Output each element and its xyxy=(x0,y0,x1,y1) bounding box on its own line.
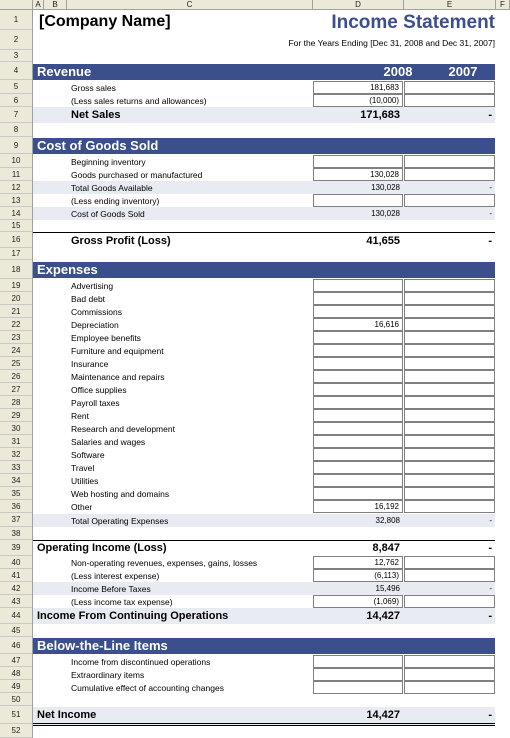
expense-2007-cell[interactable] xyxy=(404,279,495,292)
expense-2008-cell[interactable] xyxy=(313,370,403,383)
header-row xyxy=(33,12,510,32)
row-header-11[interactable]: 11 xyxy=(0,168,32,181)
expense-2007-cell[interactable] xyxy=(404,396,495,409)
before-tax-2008-value[interactable]: 15,496 xyxy=(375,584,400,593)
expense-2007-cell[interactable] xyxy=(404,383,495,396)
purchased-2007-cell[interactable] xyxy=(404,168,495,181)
expense-label: Utilities xyxy=(71,476,99,486)
row-header-42[interactable]: 42 xyxy=(0,582,32,595)
available-2008-value[interactable]: 130,028 xyxy=(371,183,400,192)
btl-2008-cell-1[interactable] xyxy=(313,655,403,668)
expense-2007-cell[interactable] xyxy=(404,500,495,513)
expense-row[interactable] xyxy=(33,487,510,500)
expense-2008-cell[interactable]: 16,616 xyxy=(313,318,403,331)
net-sales-row[interactable] xyxy=(33,107,510,123)
expense-label: Payroll taxes xyxy=(71,398,120,408)
expense-2008-cell[interactable] xyxy=(313,435,403,448)
expense-label: Advertising xyxy=(71,281,114,291)
before-tax-2007-value[interactable]: - xyxy=(489,584,492,593)
row-header-4[interactable]: 4 xyxy=(0,62,32,80)
row-header-49[interactable]: 49 xyxy=(0,680,32,693)
column-header-f[interactable]: F xyxy=(496,0,510,9)
purchased-row[interactable] xyxy=(33,168,510,181)
gross-profit-2008-value[interactable]: 41,655 xyxy=(366,235,400,247)
expense-row[interactable] xyxy=(33,409,510,422)
net-sales-2007-value[interactable]: - xyxy=(488,109,492,121)
expense-label: Employee benefits xyxy=(71,333,141,343)
total-expenses-2008-value[interactable]: 32,808 xyxy=(375,516,400,525)
column-header-e[interactable]: E xyxy=(404,0,496,9)
ending-inventory-2007-cell[interactable] xyxy=(404,194,495,207)
gross-profit-row[interactable] xyxy=(33,232,495,249)
btl-header: Below-the-Line Items xyxy=(37,638,168,653)
interest-2008-cell[interactable]: (6,113) xyxy=(313,569,403,582)
cogs-total-row[interactable] xyxy=(33,207,510,220)
net-sales-label: Net Sales xyxy=(71,109,121,121)
expense-2008-cell[interactable]: 16,192 xyxy=(313,500,403,513)
cogs-band xyxy=(33,138,495,154)
expense-2008-cell[interactable] xyxy=(313,474,403,487)
operating-income-2007-value[interactable]: - xyxy=(488,542,492,554)
btl-band xyxy=(33,638,495,654)
expense-label: Commissions xyxy=(71,307,123,317)
subtitle: For the Years Ending [Dec 31, 2008 and Dec 31, 2007] xyxy=(288,38,495,48)
gross-profit-label: Gross Profit (Loss) xyxy=(71,235,171,247)
expense-2007-cell[interactable] xyxy=(404,305,495,318)
expense-2007-cell[interactable] xyxy=(404,474,495,487)
ending-inventory-label: (Less ending inventory) xyxy=(71,196,160,206)
returns-row[interactable] xyxy=(33,94,510,107)
expense-2007-cell[interactable] xyxy=(404,409,495,422)
expense-2007-cell[interactable] xyxy=(404,422,495,435)
nonop-2008-cell[interactable]: 12,762 xyxy=(313,556,403,569)
row-header-8[interactable]: 8 xyxy=(0,123,32,137)
expense-2007-cell[interactable] xyxy=(404,370,495,383)
btl-2008-cell-2[interactable] xyxy=(313,668,403,681)
expense-2007-cell[interactable] xyxy=(404,292,495,305)
btl-2007-cell-3[interactable] xyxy=(404,681,495,694)
net-sales-2008-value[interactable]: 171,683 xyxy=(360,109,400,121)
expense-label: Software xyxy=(71,450,105,460)
row-header-21[interactable]: 21 xyxy=(0,305,32,318)
cogs-header: Cost of Goods Sold xyxy=(37,138,159,153)
row-header-20[interactable]: 20 xyxy=(0,292,32,305)
gross-sales-label: Gross sales xyxy=(71,83,116,93)
operating-income-2008-value[interactable]: 8,847 xyxy=(372,542,400,554)
row-header-47[interactable]: 47 xyxy=(0,654,32,667)
net-income-2008-value[interactable]: 14,427 xyxy=(366,709,400,721)
expense-2008-cell[interactable] xyxy=(313,344,403,357)
row-header-15[interactable]: 15 xyxy=(0,220,32,232)
btl-2007-cell-1[interactable] xyxy=(404,655,495,668)
cogs-header-row xyxy=(33,138,510,154)
row-header-36[interactable]: 36 xyxy=(0,500,32,513)
row-header-18[interactable]: 18 xyxy=(0,260,32,279)
expense-row[interactable] xyxy=(33,344,510,357)
cogs-total-2007-value[interactable]: - xyxy=(489,209,492,218)
gross-sales-2007-cell[interactable] xyxy=(404,81,495,94)
beginning-inventory-2008-cell[interactable] xyxy=(313,155,403,168)
expense-label: Maintenance and repairs xyxy=(71,372,165,382)
net-income-label: Net Income xyxy=(37,709,97,721)
btl-row-2[interactable] xyxy=(33,668,510,681)
row-header-24[interactable]: 24 xyxy=(0,344,32,357)
row-header-40[interactable]: 40 xyxy=(0,556,32,569)
beginning-inventory-2007-cell[interactable] xyxy=(404,155,495,168)
returns-label: (Less sales returns and allowances) xyxy=(71,96,207,106)
revenue-header: Revenue xyxy=(37,64,92,79)
nonop-2007-cell[interactable] xyxy=(404,556,495,569)
expense-row[interactable] xyxy=(33,318,510,331)
interest-row[interactable] xyxy=(33,569,510,582)
expense-label: Furniture and equipment xyxy=(71,346,164,356)
expense-2007-cell[interactable] xyxy=(404,461,495,474)
tax-2007-cell[interactable] xyxy=(404,595,495,608)
row-header-28[interactable]: 28 xyxy=(0,396,32,409)
expense-row[interactable] xyxy=(33,279,510,292)
expense-row[interactable] xyxy=(33,396,510,409)
row-header-17[interactable]: 17 xyxy=(0,248,32,260)
expense-2007-cell[interactable] xyxy=(404,487,495,500)
ending-inventory-2008-cell[interactable] xyxy=(313,194,403,207)
revenue-header-row xyxy=(33,64,510,80)
row-header-14[interactable]: 14 xyxy=(0,207,32,220)
expense-label: Rent xyxy=(71,411,89,421)
row-header-25[interactable]: 25 xyxy=(0,357,32,370)
column-header-b[interactable]: B xyxy=(44,0,67,9)
expense-row[interactable] xyxy=(33,448,510,461)
total-expenses-row[interactable] xyxy=(33,514,510,527)
expense-2008-cell[interactable] xyxy=(313,305,403,318)
row-header-26[interactable]: 26 xyxy=(0,370,32,383)
row-header-31[interactable]: 31 xyxy=(0,435,32,448)
expense-row[interactable] xyxy=(33,474,510,487)
cogs-total-2008-value[interactable]: 130,028 xyxy=(371,209,400,218)
expense-2008-cell[interactable] xyxy=(313,357,403,370)
available-2007-value[interactable]: - xyxy=(489,183,492,192)
row-header-3[interactable]: 3 xyxy=(0,50,32,62)
expense-2008-cell[interactable] xyxy=(313,461,403,474)
before-tax-row[interactable] xyxy=(33,582,510,595)
row-header-22[interactable]: 22 xyxy=(0,318,32,331)
nonop-row[interactable] xyxy=(33,556,510,569)
row-header-38[interactable]: 38 xyxy=(0,527,32,540)
continuing-2007-value[interactable]: - xyxy=(488,610,492,622)
row-header-48[interactable]: 48 xyxy=(0,667,32,680)
row-header-27[interactable]: 27 xyxy=(0,383,32,396)
page-title: Income Statement xyxy=(331,12,495,33)
tax-row[interactable] xyxy=(33,595,510,608)
row-header-29[interactable]: 29 xyxy=(0,409,32,422)
row-header-7[interactable]: 7 xyxy=(0,107,32,123)
expense-2008-cell[interactable] xyxy=(313,383,403,396)
row-header-6[interactable]: 6 xyxy=(0,94,32,107)
expense-2008-cell[interactable] xyxy=(313,409,403,422)
interest-label: (Less interest expense) xyxy=(71,571,160,581)
row-header-46[interactable]: 46 xyxy=(0,637,32,654)
row-header-16[interactable]: 16 xyxy=(0,232,32,248)
row-header-9[interactable]: 9 xyxy=(0,137,32,154)
row-header-34[interactable]: 34 xyxy=(0,474,32,487)
available-row[interactable] xyxy=(33,181,510,194)
continuing-label: Income From Continuing Operations xyxy=(37,610,229,622)
btl-label-3: Cumulative effect of accounting changes xyxy=(71,683,224,693)
gross-sales-2008-cell[interactable]: 181,683 xyxy=(313,81,403,94)
interest-2007-cell[interactable] xyxy=(404,569,495,582)
total-expenses-label: Total Operating Expenses xyxy=(71,516,169,526)
expense-row[interactable] xyxy=(33,435,510,448)
expense-label: Salaries and wages xyxy=(71,437,146,447)
expenses-band xyxy=(33,262,495,278)
column-header-a[interactable]: A xyxy=(33,0,44,9)
before-tax-label: Income Before Taxes xyxy=(71,584,151,594)
expense-label: Research and development xyxy=(71,424,175,434)
total-expenses-2007-value[interactable]: - xyxy=(489,516,492,525)
expense-2007-cell[interactable] xyxy=(404,435,495,448)
returns-2008-cell[interactable]: (10,000) xyxy=(313,94,403,107)
year1-label: 2008 xyxy=(383,64,413,79)
row-header-39[interactable]: 39 xyxy=(0,540,32,556)
column-header-c[interactable]: C xyxy=(67,0,313,9)
expense-label: Insurance xyxy=(71,359,109,369)
expense-label: Bad debt xyxy=(71,294,106,304)
row-header-bar xyxy=(0,10,33,738)
row-header-50[interactable]: 50 xyxy=(0,693,32,706)
column-header-d[interactable]: D xyxy=(313,0,404,9)
row-header-35[interactable]: 35 xyxy=(0,487,32,500)
row-header-33[interactable]: 33 xyxy=(0,461,32,474)
expense-2008-cell[interactable] xyxy=(313,396,403,409)
gross-profit-2007-value[interactable]: - xyxy=(488,235,492,247)
cogs-total-label: Cost of Goods Sold xyxy=(71,209,145,219)
row-header-37[interactable]: 37 xyxy=(0,513,32,527)
expense-row[interactable] xyxy=(33,370,510,383)
continuing-2008-value[interactable]: 14,427 xyxy=(366,610,400,622)
btl-row-1[interactable] xyxy=(33,655,510,668)
expenses-header-row xyxy=(33,262,510,278)
row-header-45[interactable]: 45 xyxy=(0,624,32,637)
expense-2007-cell[interactable] xyxy=(404,318,495,331)
btl-2008-cell-3[interactable] xyxy=(313,681,403,694)
expense-2007-cell[interactable] xyxy=(404,448,495,461)
expense-row[interactable] xyxy=(33,357,510,370)
continuing-row[interactable] xyxy=(33,608,510,624)
expense-row[interactable] xyxy=(33,331,510,344)
purchased-label: Goods purchased or manufactured xyxy=(71,170,203,180)
operating-income-row[interactable] xyxy=(33,540,495,556)
row-header-52[interactable]: 52 xyxy=(0,724,32,738)
row-header-44[interactable]: 44 xyxy=(0,608,32,624)
row-header-19[interactable]: 19 xyxy=(0,279,32,292)
purchased-2008-cell[interactable]: 130,028 xyxy=(313,168,403,181)
row-header-41[interactable]: 41 xyxy=(0,569,32,582)
company-name: [Company Name] xyxy=(39,13,171,30)
expense-2008-cell[interactable] xyxy=(313,487,403,500)
expense-label: Other xyxy=(71,502,93,512)
expense-2007-cell[interactable] xyxy=(404,357,495,370)
btl-header-row xyxy=(33,638,510,654)
expense-row[interactable] xyxy=(33,383,510,396)
expense-label: Depreciation xyxy=(71,320,119,330)
column-header-bar xyxy=(0,0,510,10)
net-income-row[interactable] xyxy=(33,707,510,723)
btl-2007-cell-2[interactable] xyxy=(404,668,495,681)
expense-label: Web hosting and domains xyxy=(71,489,170,499)
expenses-header: Expenses xyxy=(37,262,98,277)
row-header-13[interactable]: 13 xyxy=(0,194,32,207)
btl-row-3[interactable] xyxy=(33,681,510,694)
expense-2008-cell[interactable] xyxy=(313,292,403,305)
ending-inventory-row[interactable] xyxy=(33,194,510,207)
expense-2007-cell[interactable] xyxy=(404,344,495,357)
expense-row[interactable] xyxy=(33,305,510,318)
row-header-30[interactable]: 30 xyxy=(0,422,32,435)
expense-label: Travel xyxy=(71,463,95,473)
revenue-band xyxy=(33,64,495,80)
expense-row[interactable] xyxy=(33,422,510,435)
nonop-label: Non-operating revenues, expenses, gains, losses xyxy=(71,558,258,568)
subtitle-row xyxy=(33,38,510,50)
tax-label: (Less income tax expense) xyxy=(71,597,173,607)
expense-2008-cell[interactable] xyxy=(313,422,403,435)
row-header-12[interactable]: 12 xyxy=(0,181,32,194)
beginning-inventory-row[interactable] xyxy=(33,155,510,168)
tax-2008-cell[interactable]: (1,069) xyxy=(313,595,403,608)
year2-label: 2007 xyxy=(448,64,478,79)
operating-income-label: Operating Income (Loss) xyxy=(37,542,167,554)
select-all-corner[interactable] xyxy=(0,0,33,9)
expense-2008-cell[interactable] xyxy=(313,279,403,292)
btl-label-2: Extraordinary items xyxy=(71,670,145,680)
expense-2008-cell[interactable] xyxy=(313,331,403,344)
row-header-51[interactable]: 51 xyxy=(0,706,32,724)
available-label: Total Goods Available xyxy=(71,183,153,193)
returns-2007-cell[interactable] xyxy=(404,94,495,107)
row-header-1[interactable]: 1 xyxy=(0,10,32,30)
expense-2007-cell[interactable] xyxy=(404,331,495,344)
expense-2008-cell[interactable] xyxy=(313,448,403,461)
row-header-32[interactable]: 32 xyxy=(0,448,32,461)
row-header-43[interactable]: 43 xyxy=(0,595,32,608)
expense-row[interactable] xyxy=(33,461,510,474)
expense-label: Office supplies xyxy=(71,385,127,395)
beginning-inventory-label: Beginning inventory xyxy=(71,157,146,167)
expense-row[interactable] xyxy=(33,500,510,513)
row-header-23[interactable]: 23 xyxy=(0,331,32,344)
net-income-2007-value[interactable]: - xyxy=(488,709,492,721)
expense-row[interactable] xyxy=(33,292,510,305)
gross-sales-row[interactable] xyxy=(33,81,510,94)
row-header-2[interactable]: 2 xyxy=(0,30,32,50)
row-header-5[interactable]: 5 xyxy=(0,80,32,94)
row-header-10[interactable]: 10 xyxy=(0,154,32,168)
btl-label-1: Income from discontinued operations xyxy=(71,657,211,667)
